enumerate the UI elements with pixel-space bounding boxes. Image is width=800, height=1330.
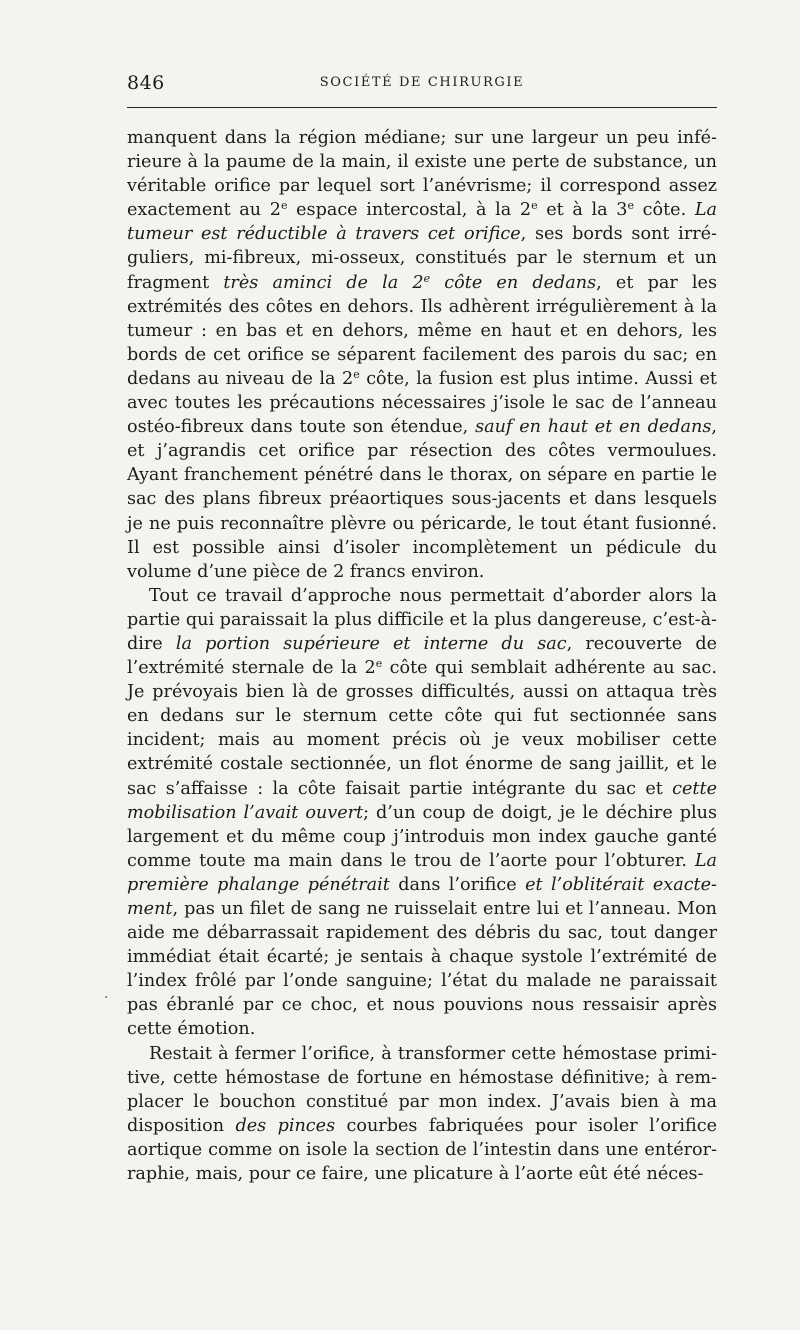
italic-text: très aminci de la 2 <box>223 272 424 293</box>
text-run: , pas un filet de sang ne ruisselait entre lui et l’anneau. Mon aide me débarrassait rapidement des débris du sac, tout danger immédiat était écarté; je sentais à chaque systole l’extrémité de l’index frôlé par l’onde sanguine; l’état du malade ne paraissait pas ébranlé par ce choc, et nous pouvions nous ressaisir après cette émotion. <box>127 899 717 1040</box>
paragraph <box>127 126 717 584</box>
italic-text: côte en dedans <box>430 272 597 293</box>
superscript: e <box>531 199 538 213</box>
italic-text: La première phalange pénétrait <box>127 850 717 895</box>
margin-mark: · <box>104 990 109 1006</box>
text-run: espace intercostal, à la 2 <box>287 200 532 221</box>
text-run: Tout ce travail d’approche nous permettait d’aborder alors la partie qui paraissait la plus difficile et la plus dangereuse, c’est-à-dire <box>127 585 717 654</box>
text-run: Restait à fermer l’orifice, à transformer cette hémostase primitive, cette hémostase de fortune en hémostase définitive; à remplacer le bouchon constitué par mon index. J’avais bien à ma disposition <box>127 1043 717 1136</box>
italic-text: des pinces <box>235 1115 336 1136</box>
page-header <box>127 72 717 96</box>
superscript: e <box>627 199 634 213</box>
text-run: côte. <box>634 200 695 221</box>
italic-text: La tumeur est réductible à travers cet orifice <box>127 200 718 245</box>
italic-text: sauf en haut et en dedans <box>475 417 712 438</box>
italic-text: cette mobilisation l’avait ouvert <box>127 778 717 823</box>
text-run: manquent dans la région médiane; sur une largeur un peu inférieure à la paume de la main, il existe une perte de substance, un véritable orifice par lequel sort l’anévrisme; il correspond assez exactement au 2 <box>127 128 717 221</box>
text-run: , ses bords sont irréguliers, mi-fibreux, mi-osseux, constitués par le sternum et un fragment <box>127 224 717 293</box>
text-run: et à la 3 <box>537 200 628 221</box>
italic-text: la portion supérieure et interne du sac <box>175 633 567 654</box>
text-run: courbes fabriquées pour isoler l’orifice aortique comme on isole la section de l’intestin dans une entérorraphie, mais, pour ce faire, une plicature à l’aorte eût été néces- <box>127 1115 717 1185</box>
superscript: e <box>280 199 288 213</box>
text-run: , recouverte de l’extrémité sternale de la 2 <box>127 633 718 679</box>
superscript: e <box>353 367 360 381</box>
superscript: e <box>375 657 383 671</box>
body-text <box>127 126 717 1186</box>
page-number: 846 <box>127 72 165 94</box>
text-run: , et par les extrémités des côtes en dehors. Ils adhèrent irrégulièrement à la tumeur : en bas et en dehors, même en haut et en dehors, les bords de cet orifice se séparent facilement des parois du sac; en dedans au niveau de la 2 <box>127 272 717 389</box>
text-run: côte qui semblait adhérente au sac. Je prévoyais bien là de grosses difficultés, aussi on attaqua très en dedans sur le sternum cette côte qui fut sectionnée sans incident; mais au moment précis où je veux mobiliser cette extrémité costale sectionnée, un flot énorme de sang jaillit, et le sac s’affaisse : la côte faisait partie intégrante du sac et <box>127 658 717 799</box>
italic-text: et l’oblitérait exactement <box>127 874 717 919</box>
text-run: , et j’agrandis cet orifice par résection des côtes vermoulues. Ayant franchement pénétré dans le thorax, on sépare en partie le sac des plans fibreux préaortiques sous-jacents et dans lesquels je ne puis reconnaître plèvre ou péricarde, le tout étant fusionné. Il est possible ainsi d’isoler incomplètement un pédicule du volume d’une pièce de 2 francs environ. <box>127 417 717 582</box>
text-run: dans l’orifice <box>389 874 526 895</box>
header-rule <box>127 107 717 108</box>
paragraph <box>127 584 717 1042</box>
superscript: e <box>423 271 431 285</box>
running-title: SOCIÉTÉ DE CHIRURGIE <box>319 75 525 90</box>
text-run: ; d’un coup de doigt, je le déchire plus largement et du même coup j’introduis mon index gauche ganté comme toute ma main dans le trou de l’aorte pour l’obturer. <box>127 802 717 871</box>
text-run: côte, la fusion est plus intime. Aussi et avec toutes les précautions nécessaires j’isole le sac de l’anneau ostéo-fibreux dans toute son étendue, <box>127 368 718 438</box>
paragraph <box>127 1042 717 1187</box>
